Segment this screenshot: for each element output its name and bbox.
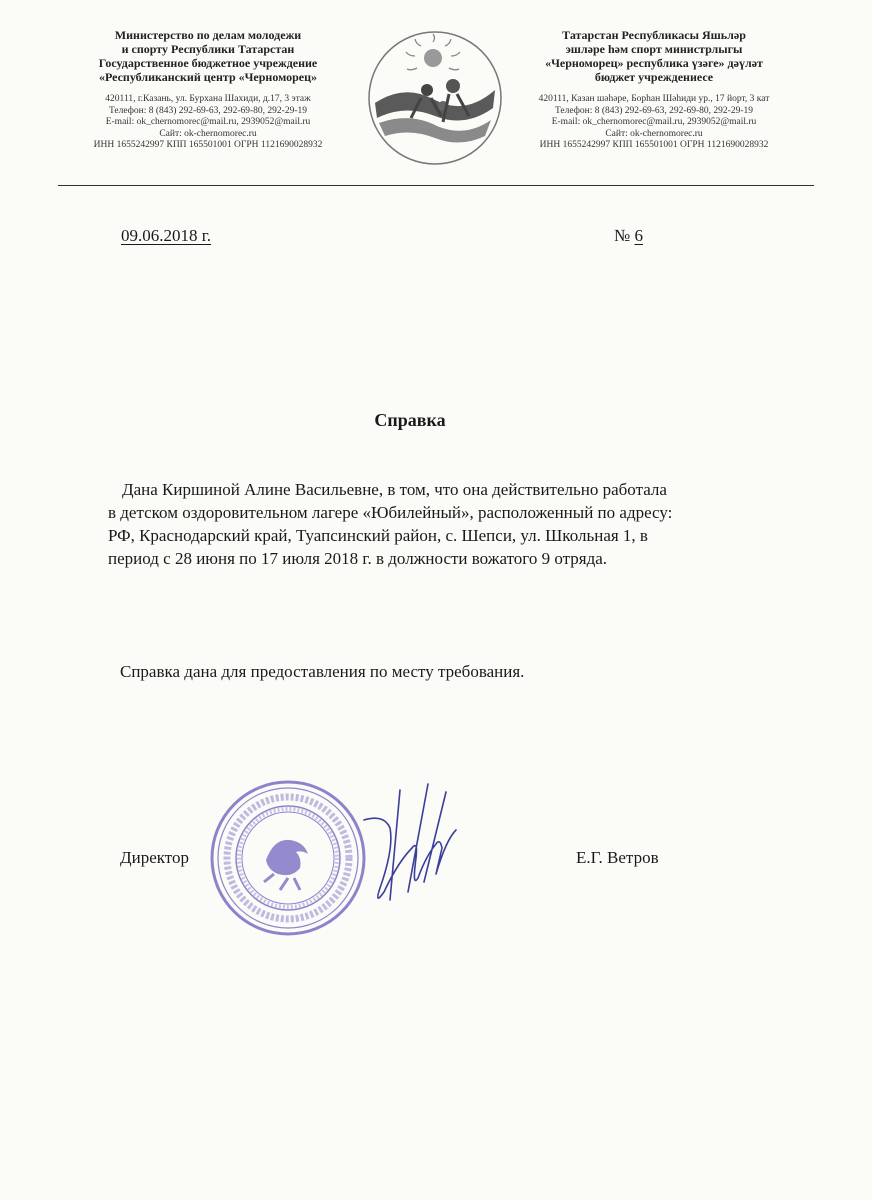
header-right — [508, 28, 800, 152]
header-left-contacts: 420111, г.Казань, ул. Бурхана Шахиди, д.17, 3 этаж Телефон: 8 (843) 292-69-63, 292-69-80, 292-29-19 E-mail: ok_chernomorec@mail.ru, 2939052@mail.ru Сайт: ok-chernomorec.ru ИНН 1655242997 КПП 165501001 ОГРН 1121690028932 — [93, 94, 323, 150]
header-left — [62, 28, 354, 152]
header-right-title: Татарстан Республикасы Яшьләр эшләре һәм спорт министрлыгы «Черноморец» республика үзәге» дәүләт бюджет учреждениесе — [545, 28, 763, 84]
number-value: 6 — [634, 226, 643, 245]
body-line: РФ, Краснодарский край, Туапсинский район, с. Шепси, ул. Школьная 1, в — [108, 526, 648, 545]
document-body — [108, 478, 798, 570]
document-title: Справка — [374, 410, 446, 430]
document-number — [614, 226, 643, 246]
organization-logo — [365, 28, 505, 168]
handwritten-signature — [350, 780, 460, 920]
body-line: период с 28 июня по 17 июля 2018 г. в должности вожатого 9 отряда. — [108, 549, 608, 568]
document-date: 09.06.2018 г. — [121, 226, 212, 245]
signer-position: Директор — [120, 848, 189, 867]
header-right-contacts: 420111, Казан шәһәре, Борһан Шәһиди ур., 17 йорт, 3 кат Телефон: 8 (843) 292-69-63, 292-69-80, 292-29-19 E-mail: ok_chernomorec@mail.ru, 2939052@mail.ru Сайт: ok-chernomorec.ru ИНН 1655242997 КПП 165501001 ОГРН 1121690028932 — [538, 94, 770, 150]
number-sign: № — [614, 226, 631, 245]
official-stamp — [208, 778, 368, 938]
header-left-title: Министерство по делам молодежи и спорту Республики Татарстан Государственное бюджетное учреждение «Республиканский центр «Черноморец» — [98, 28, 318, 84]
header-divider — [58, 185, 814, 186]
closing-statement: Справка дана для предоставления по месту требования. — [120, 662, 525, 681]
signer-name: Е.Г. Ветров — [576, 848, 659, 867]
body-line: в детском оздоровительном лагере «Юбилейный», расположенный по адресу: — [108, 503, 673, 522]
body-line: Дана Киршиной Алине Васильевне, в том, что она действительно работала — [122, 480, 667, 499]
